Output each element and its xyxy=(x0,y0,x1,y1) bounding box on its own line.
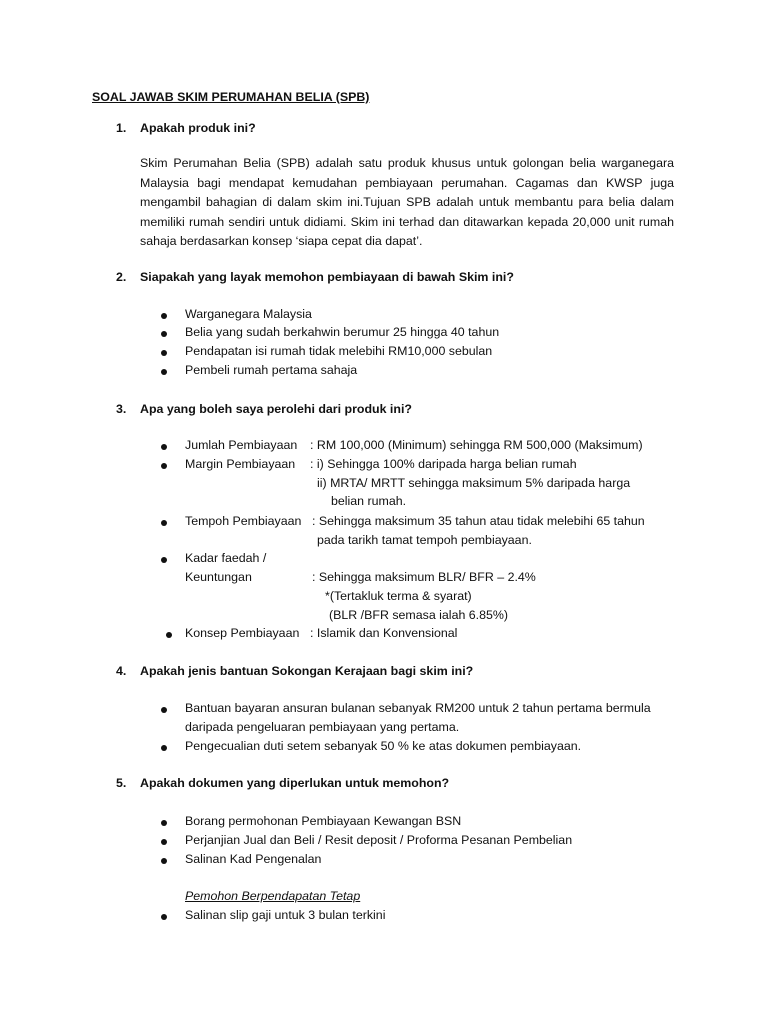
answer-1-paragraph: Skim Perumahan Belia (SPB) adalah satu produk khusus untuk golongan belia warganegara Malaysia bagi mendapat kemudahan pembiayaan perumahan. Cagamas dan KWSP juga mengambil bahagian di dalam skim ini.Tujuan SPB adalah untuk membantu para belia dalam memiliki rumah sendiri untuk didiami. Skim ini terhad dan ditawarkan kepada 20,000 unit rumah sahaja berdasarkan konsep ‘siapa cepat dia dapat’. xyxy=(140,156,674,248)
kadar-label: Kadar faedah / xyxy=(185,551,267,565)
list-item: Pengecualian duti setem sebanyak 50 % ke atas dokumen pembiayaan. xyxy=(185,739,582,753)
bullet-icon xyxy=(161,839,167,845)
tempoh-value: : Sehingga maksimum 35 tahun atau tidak melebihi 65 tahun xyxy=(312,514,645,528)
bullet-icon xyxy=(161,914,167,920)
question-4-text: Apakah jenis bantuan Sokongan Kerajaan bagi skim ini? xyxy=(140,664,474,678)
question-5-text: Apakah dokumen yang diperlukan untuk memohon? xyxy=(140,776,450,790)
list-item: Salinan Kad Pengenalan xyxy=(185,852,322,866)
kadar-value: : Sehingga maksimum BLR/ BFR – 2.4% xyxy=(312,570,536,584)
question-2-text: Siapakah yang layak memohon pembiayaan di bawah Skim ini? xyxy=(140,270,514,284)
bullet-icon xyxy=(161,444,167,450)
question-3-text: Apa yang boleh saya perolehi dari produk ini? xyxy=(140,402,412,416)
margin-label: Margin Pembiayaan xyxy=(185,457,296,471)
bullet-icon xyxy=(161,707,167,713)
list-item: Bantuan bayaran ansuran bulanan sebanyak RM200 untuk 2 tahun pertama bermula xyxy=(185,701,651,715)
bullet-icon xyxy=(161,520,167,526)
margin-value-cont: ii) MRTA/ MRTT sehingga maksimum 5% daripada harga xyxy=(317,476,631,490)
jumlah-value: : RM 100,000 (Minimum) sehingga RM 500,000 (Maksimum) xyxy=(310,438,643,452)
question-4-number: 4. xyxy=(116,664,127,678)
question-5-number: 5. xyxy=(116,776,127,790)
list-item: Belia yang sudah berkahwin berumur 25 hingga 40 tahun xyxy=(185,325,500,339)
list-item-cont: daripada pengeluaran pembiayaan yang pertama. xyxy=(185,720,460,734)
question-1-number: 1. xyxy=(116,121,127,135)
kadar-note: *(Tertakluk terma & syarat) xyxy=(325,589,472,603)
kadar-note: (BLR /BFR semasa ialah 6.85%) xyxy=(329,608,509,622)
tempoh-label: Tempoh Pembiayaan xyxy=(185,514,302,528)
question-1-text: Apakah produk ini? xyxy=(140,121,256,135)
list-item: Salinan slip gaji untuk 3 bulan terkini xyxy=(185,908,386,922)
bullet-icon xyxy=(161,557,167,563)
list-item: Pendapatan isi rumah tidak melebihi RM10,000 sebulan xyxy=(185,344,493,358)
list-item: Pembeli rumah pertama sahaja xyxy=(185,363,358,377)
konsep-label: Konsep Pembiayaan xyxy=(185,626,300,640)
list-item: Warganegara Malaysia xyxy=(185,307,312,321)
list-item: Perjanjian Jual dan Beli / Resit deposit / Proforma Pesanan Pembelian xyxy=(185,833,573,847)
subheading: Pemohon Berpendapatan Tetap xyxy=(185,889,361,903)
bullet-icon xyxy=(161,369,167,375)
margin-value: : i) Sehingga 100% daripada harga belian rumah xyxy=(310,457,577,471)
question-2-number: 2. xyxy=(116,270,127,284)
bullet-icon xyxy=(161,858,167,864)
document-title: SOAL JAWAB SKIM PERUMAHAN BELIA (SPB) xyxy=(92,90,370,104)
bullet-icon xyxy=(161,313,167,319)
bullet-icon xyxy=(161,745,167,751)
bullet-icon xyxy=(161,350,167,356)
list-item: Borang permohonan Pembiayaan Kewangan BSN xyxy=(185,814,462,828)
bullet-icon xyxy=(161,820,167,826)
konsep-value: : Islamik dan Konvensional xyxy=(310,626,458,640)
question-3-number: 3. xyxy=(116,402,127,416)
bullet-icon xyxy=(166,632,172,638)
bullet-icon xyxy=(161,331,167,337)
jumlah-label: Jumlah Pembiayaan xyxy=(185,438,298,452)
margin-value-cont: belian rumah. xyxy=(331,494,407,508)
bullet-icon xyxy=(161,463,167,469)
keuntungan-label: Keuntungan xyxy=(185,570,252,584)
tempoh-value-cont: pada tarikh tamat tempoh pembiayaan. xyxy=(317,533,532,547)
